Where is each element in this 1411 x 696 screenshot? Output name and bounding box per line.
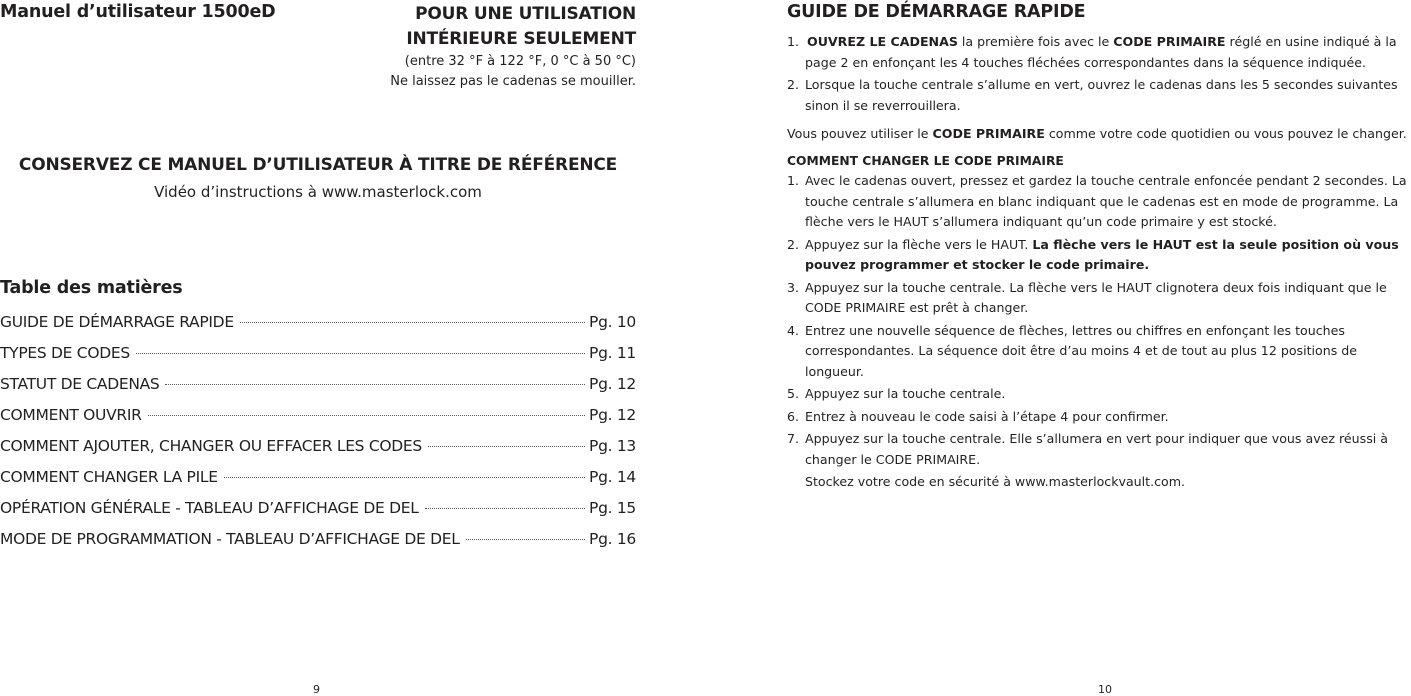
step-number: 5.	[787, 386, 800, 401]
step-text: Appuyez sur la flèche vers le HAUT.	[805, 236, 1033, 252]
usage-primary-code: CODE PRIMAIRE	[932, 126, 1045, 141]
step-bold-open-lock: OUVREZ LE CADENAS	[807, 34, 958, 49]
toc-entry-label: COMMENT AJOUTER, CHANGER OU EFFACER LES CODES	[0, 437, 422, 455]
manual-title: Manuel d’utilisateur 1500eD	[0, 2, 276, 22]
indoor-use-notice	[390, 2, 636, 92]
usage-suffix: comme votre code quotidien ou vous pouvez le changer.	[1044, 126, 1407, 141]
step-number: 7.	[787, 431, 800, 446]
change-code-heading: COMMENT CHANGER LE CODE PRIMAIRE	[787, 153, 1064, 168]
change-step	[787, 321, 1411, 383]
step-text: réglé en usine indiqué à la page 2 en enfonçant les 4 touches fléchées correspondantes dans la séquence indiquée.	[805, 34, 1397, 70]
usage-paragraph	[787, 124, 1411, 145]
toc-entry	[0, 468, 636, 499]
toc-leader-dots	[224, 477, 585, 478]
toc-entry	[0, 530, 636, 561]
toc-title: Table des matières	[0, 278, 183, 298]
step-number: 2.	[787, 236, 800, 252]
toc-leader-dots	[428, 446, 585, 447]
toc-entry-label: STATUT DE CADENAS	[0, 375, 160, 393]
toc-leader-dots	[240, 322, 585, 323]
toc-entry-page: Pg. 12	[589, 375, 636, 393]
table-of-contents	[0, 313, 636, 561]
change-step	[787, 171, 1411, 233]
toc-entry-page: Pg. 15	[589, 499, 636, 517]
video-instructions-line: Vidéo d’instructions à www.masterlock.com	[154, 183, 482, 201]
step-text: Appuyez sur la touche centrale. Elle s’allumera en vert pour indiquer que vous avez réussi à changer le CODE PRIMAIRE.	[805, 431, 1388, 467]
toc-entry	[0, 375, 636, 406]
toc-leader-dots	[165, 384, 585, 385]
toc-leader-dots	[425, 508, 585, 509]
toc-entry-label: OPÉRATION GÉNÉRALE - TABLEAU D’AFFICHAGE DE DEL	[0, 499, 419, 517]
toc-entry-page: Pg. 13	[589, 437, 636, 455]
step-bold-primary-code: CODE PRIMAIRE	[1113, 34, 1226, 49]
change-step	[787, 235, 1411, 276]
page-number-right: 10	[1098, 683, 1112, 696]
toc-entry	[0, 437, 636, 468]
toc-entry-label: COMMENT CHANGER LA PILE	[0, 468, 218, 486]
toc-entry-page: Pg. 11	[589, 344, 636, 362]
step-text: Entrez une nouvelle séquence de flèches, lettres ou chiffres en enfonçant les touches correspondantes. La séquence doit être d’au moins 4 et de tout au plus 12 positions de longueur.	[805, 322, 1358, 379]
quick-start-body	[787, 32, 1411, 493]
indoor-heading-line-1: POUR UNE UTILISATION	[415, 4, 636, 24]
change-step	[787, 384, 1411, 405]
page-number-left: 9	[313, 683, 320, 696]
store-code-note: Stockez votre code en sécurité à www.masterlockvault.com.	[805, 474, 1185, 489]
toc-entry-label: TYPES DE CODES	[0, 344, 130, 362]
toc-entry-page: Pg. 10	[589, 313, 636, 331]
step-text: la première fois avec le	[957, 34, 1114, 49]
toc-entry-page: Pg. 12	[589, 406, 636, 424]
keep-manual-notice	[0, 152, 636, 206]
indoor-heading-line-2: INTÉRIEURE SEULEMENT	[406, 29, 636, 49]
toc-entry-page: Pg. 16	[589, 530, 636, 548]
step-text: Appuyez sur la touche centrale. La flèche vers le HAUT clignotera deux fois indiquant que le CODE PRIMAIRE est prêt à changer.	[805, 279, 1387, 315]
toc-leader-dots	[148, 415, 585, 416]
change-step	[787, 407, 1411, 428]
quick-step	[787, 75, 1411, 116]
step-number: 1.	[787, 173, 800, 188]
toc-entry	[0, 344, 636, 375]
step-text: Avec le cadenas ouvert, pressez et gardez la touche centrale enfoncée pendant 2 secondes. La touche centrale s’allumera en blanc indiquant que le cadenas est en mode de programme. La flèche vers le HAUT s’allumera indiquant qu’un code primaire y est stocké.	[805, 173, 1407, 229]
toc-entry-page: Pg. 14	[589, 468, 636, 486]
quick-start-title: GUIDE DE DÉMARRAGE RAPIDE	[787, 2, 1086, 22]
step-bold-note: La flèche vers le HAUT est la seule position où vous pouvez programmer et stocker le code primaire.	[805, 236, 1399, 272]
change-step	[787, 278, 1411, 319]
step-number: 3.	[787, 279, 800, 295]
step-number: 6.	[787, 408, 800, 424]
temperature-range: (entre 32 °F à 122 °F, 0 °C à 50 °C)	[404, 54, 636, 69]
toc-entry	[0, 499, 636, 530]
step-number: 4.	[787, 322, 800, 338]
toc-leader-dots	[136, 353, 585, 354]
toc-entry-label: COMMENT OUVRIR	[0, 406, 142, 424]
keep-manual-heading: CONSERVEZ CE MANUEL D’UTILISATEUR À TITRE DE RÉFÉRENCE	[18, 155, 618, 175]
wet-warning: Ne laissez pas le cadenas se mouiller.	[390, 74, 636, 89]
toc-entry	[0, 313, 636, 344]
step-text: Lorsque la touche centrale s’allume en vert, ouvrez le cadenas dans les 5 secondes suivantes sinon il se reverrouillera.	[805, 77, 1398, 113]
usage-prefix: Vous pouvez utiliser le	[787, 126, 933, 141]
step-number: 1.	[787, 34, 800, 49]
toc-entry	[0, 406, 636, 437]
quick-step	[787, 32, 1411, 73]
step-text: Entrez à nouveau le code saisi à l’étape 4 pour confirmer.	[805, 408, 1169, 424]
toc-entry-label: MODE DE PROGRAMMATION - TABLEAU D’AFFICHAGE DE DEL	[0, 530, 460, 548]
change-step	[787, 429, 1411, 470]
toc-leader-dots	[466, 539, 585, 540]
step-text: Appuyez sur la touche centrale.	[805, 386, 1006, 401]
toc-entry-label: GUIDE DE DÉMARRAGE RAPIDE	[0, 313, 234, 331]
step-number: 2.	[787, 77, 800, 92]
